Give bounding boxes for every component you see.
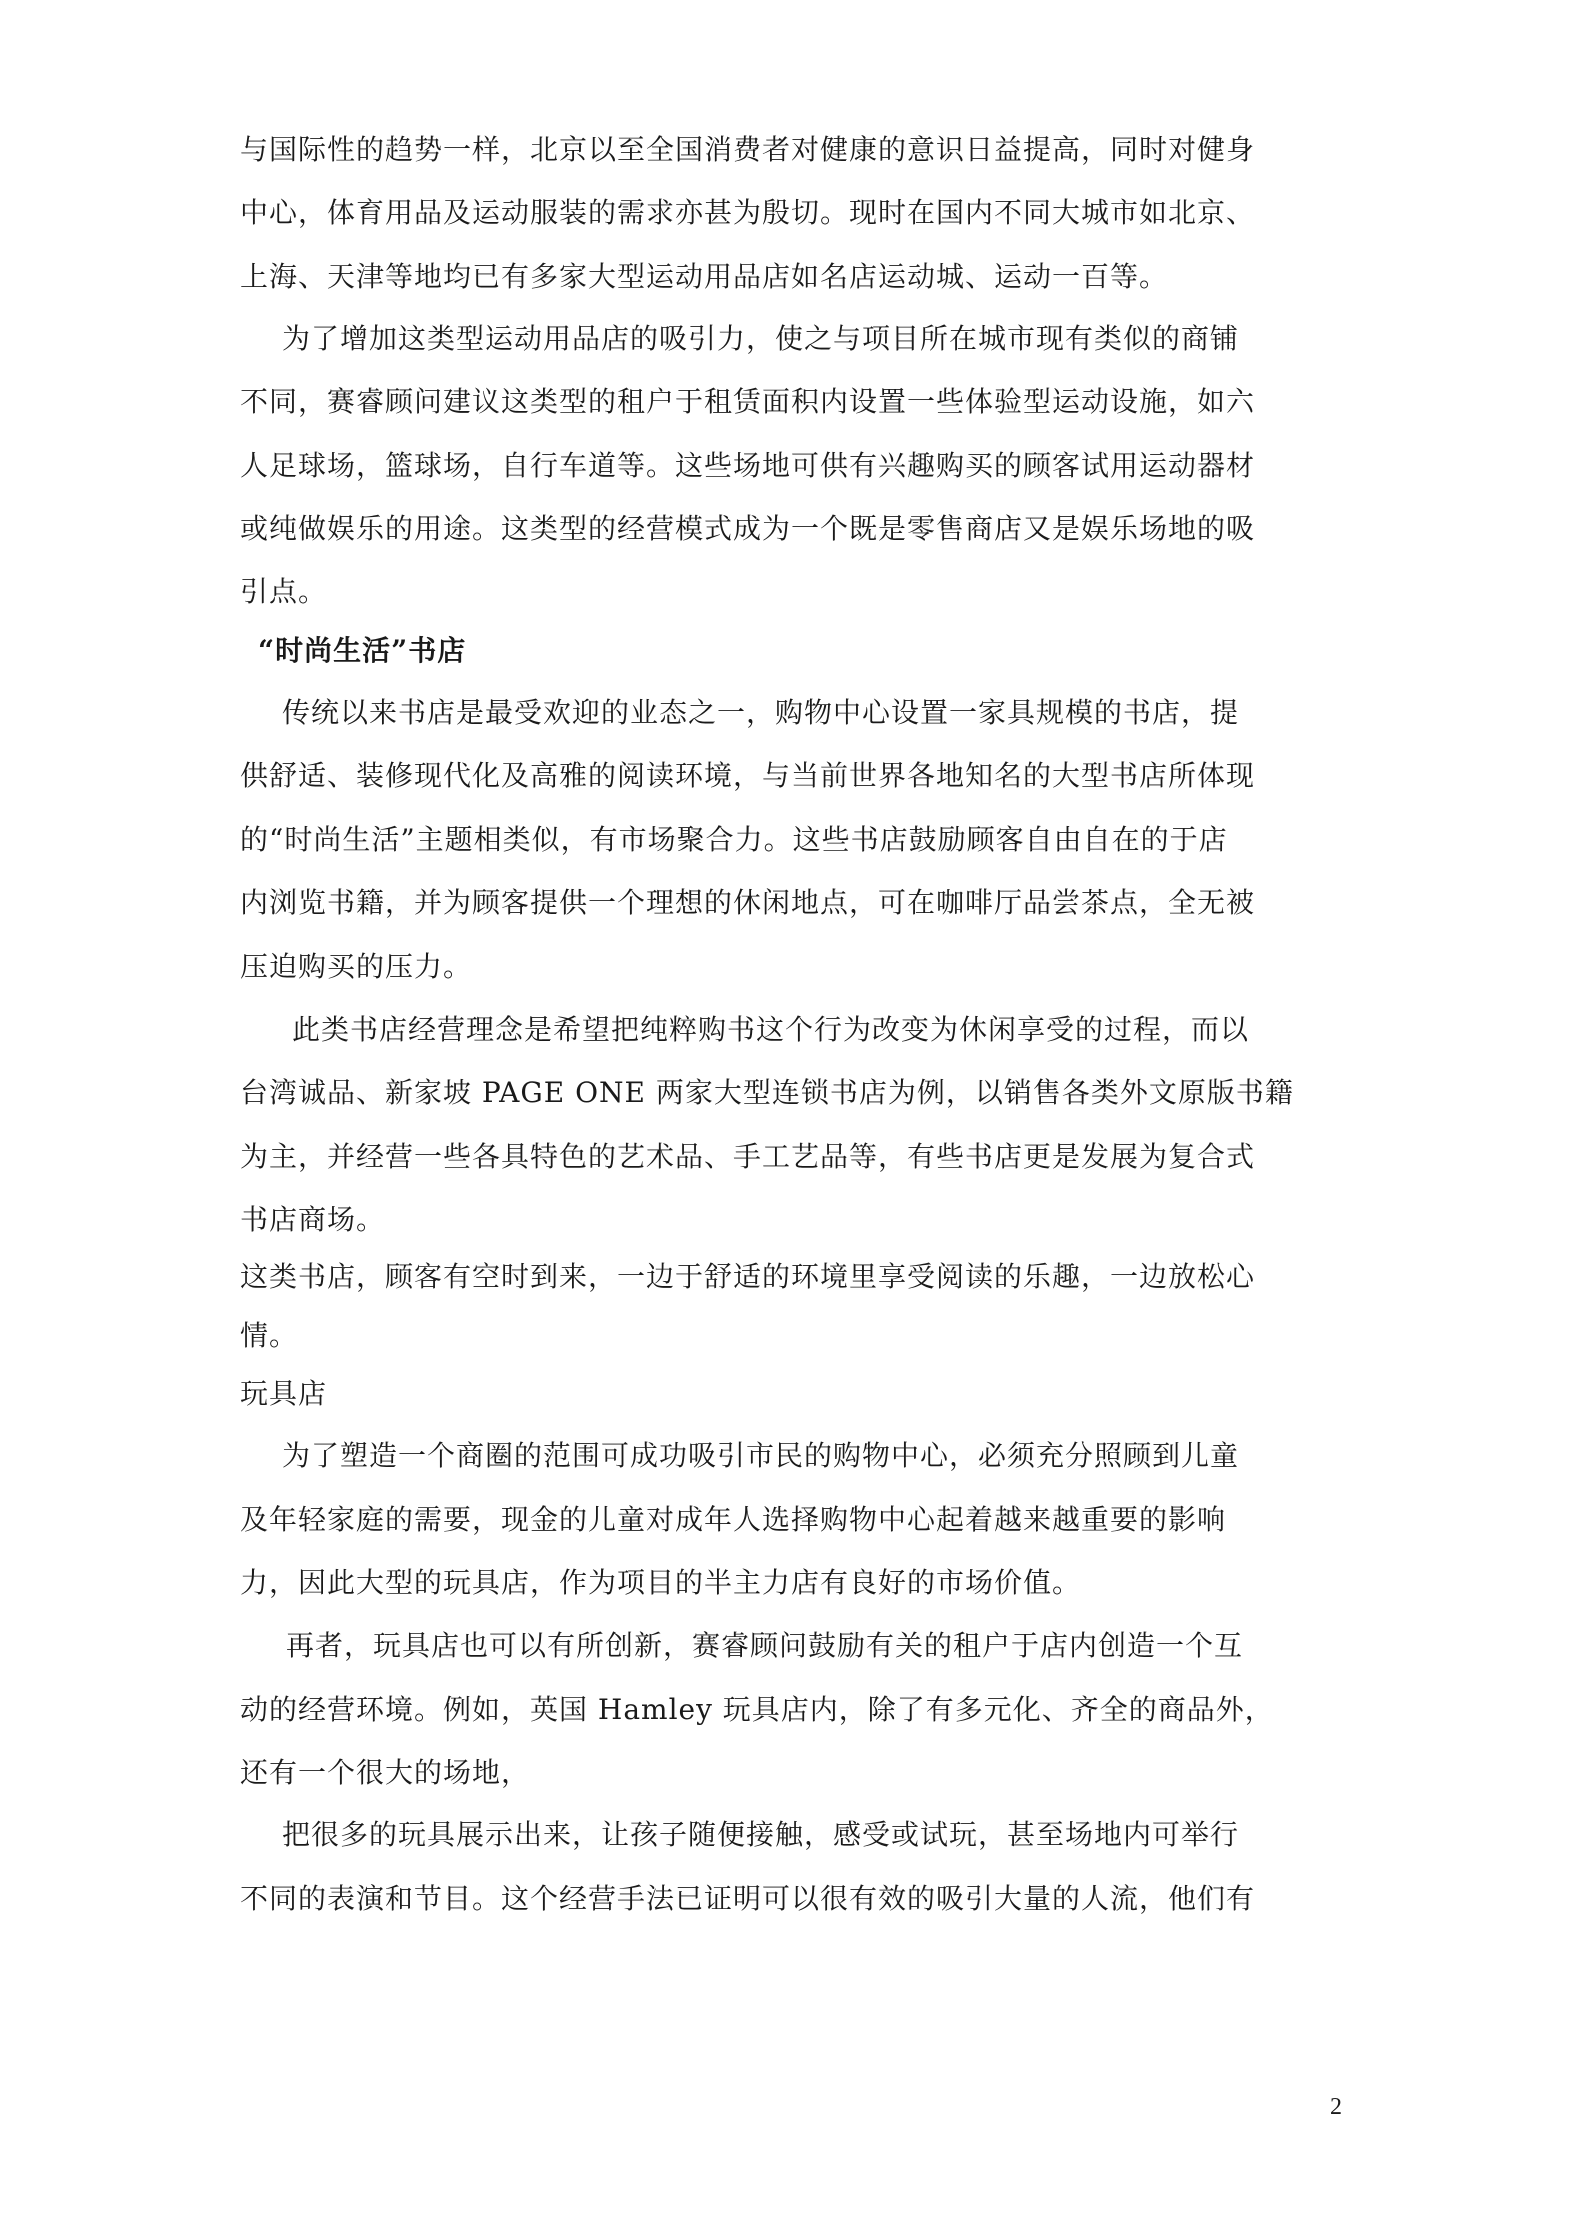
section-heading-bookstore: “时尚生活”书店	[258, 634, 467, 667]
text-line: 供舒适、装修现代化及高雅的阅读环境，与当前世界各地知名的大型书店所体现	[240, 759, 1256, 792]
text-line: 这类书店，顾客有空时到来，一边于舒适的环境里享受阅读的乐趣，一边放松心	[240, 1260, 1256, 1293]
text-line: 不同，赛睿顾问建议这类型的租户于租赁面积内设置一些体验型运动设施，如六	[240, 385, 1256, 418]
paragraph-first-line: 再者，玩具店也可以有所创新，赛睿顾问鼓励有关的租户于店内创造一个互	[286, 1629, 1244, 1662]
text-line: 还有一个很大的场地，	[240, 1756, 531, 1789]
text-line: 或纯做娱乐的用途。这类型的经营模式成为一个既是零售商店又是娱乐场地的吸	[240, 512, 1256, 545]
text-line: 为主，并经营一些各具特色的艺术品、手工艺品等，有些书店更是发展为复合式	[240, 1140, 1256, 1173]
text-line: 书店商场。	[240, 1203, 386, 1236]
paragraph-first-line: 此类书店经营理念是希望把纯粹购书这个行为改变为休闲享受的过程，而以	[292, 1013, 1250, 1046]
text-line: 人足球场，篮球场，自行车道等。这些场地可供有兴趣购买的顾客试用运动器材	[240, 449, 1256, 482]
text-line: 引点。	[240, 575, 328, 608]
text-line: 动的经营环境。例如，英国 Hamley 玩具店内，除了有多元化、齐全的商品外，	[240, 1693, 1274, 1726]
text-line: 力，因此大型的玩具店，作为项目的半主力店有良好的市场价值。	[240, 1566, 1082, 1599]
text-line: 不同的表演和节目。这个经营手法已证明可以很有效的吸引大量的人流，他们有	[240, 1882, 1256, 1915]
text-line: 内浏览书籍，并为顾客提供一个理想的休闲地点，可在咖啡厅品尝茶点，全无被	[240, 886, 1256, 919]
section-heading-toystore: 玩具店	[240, 1377, 328, 1410]
text-line: 及年轻家庭的需要，现金的儿童对成年人选择购物中心起着越来越重要的影响	[240, 1503, 1227, 1536]
paragraph-first-line: 为了塑造一个商圈的范围可成功吸引市民的购物中心，必须充分照顾到儿童	[282, 1439, 1240, 1472]
text-line: 中心，体育用品及运动服装的需求亦甚为殷切。现时在国内不同大城市如北京、	[240, 196, 1256, 229]
text-line: 压迫购买的压力。	[240, 950, 473, 983]
text-line: 台湾诚品、新家坡 PAGE ONE 两家大型连锁书店为例，以销售各类外文原版书籍	[240, 1076, 1294, 1109]
text-line: 的“时尚生活”主题相类似，有市场聚合力。这些书店鼓励顾客自由自在的于店	[240, 823, 1228, 856]
paragraph-first-line: 把很多的玩具展示出来，让孩子随便接触，感受或试玩，甚至场地内可举行	[282, 1818, 1240, 1851]
paragraph-first-line: 为了增加这类型运动用品店的吸引力，使之与项目所在城市现有类似的商铺	[282, 322, 1240, 355]
text-line: 上海、天津等地均已有多家大型运动用品店如名店运动城、运动一百等。	[240, 260, 1169, 293]
paragraph-first-line: 传统以来书店是最受欢迎的业态之一，购物中心设置一家具规模的书店，提	[282, 696, 1240, 729]
text-line: 情。	[240, 1319, 299, 1352]
page-number: 2	[1330, 2094, 1342, 2120]
text-line: 与国际性的趋势一样，北京以至全国消费者对健康的意识日益提高，同时对健身	[240, 133, 1256, 166]
